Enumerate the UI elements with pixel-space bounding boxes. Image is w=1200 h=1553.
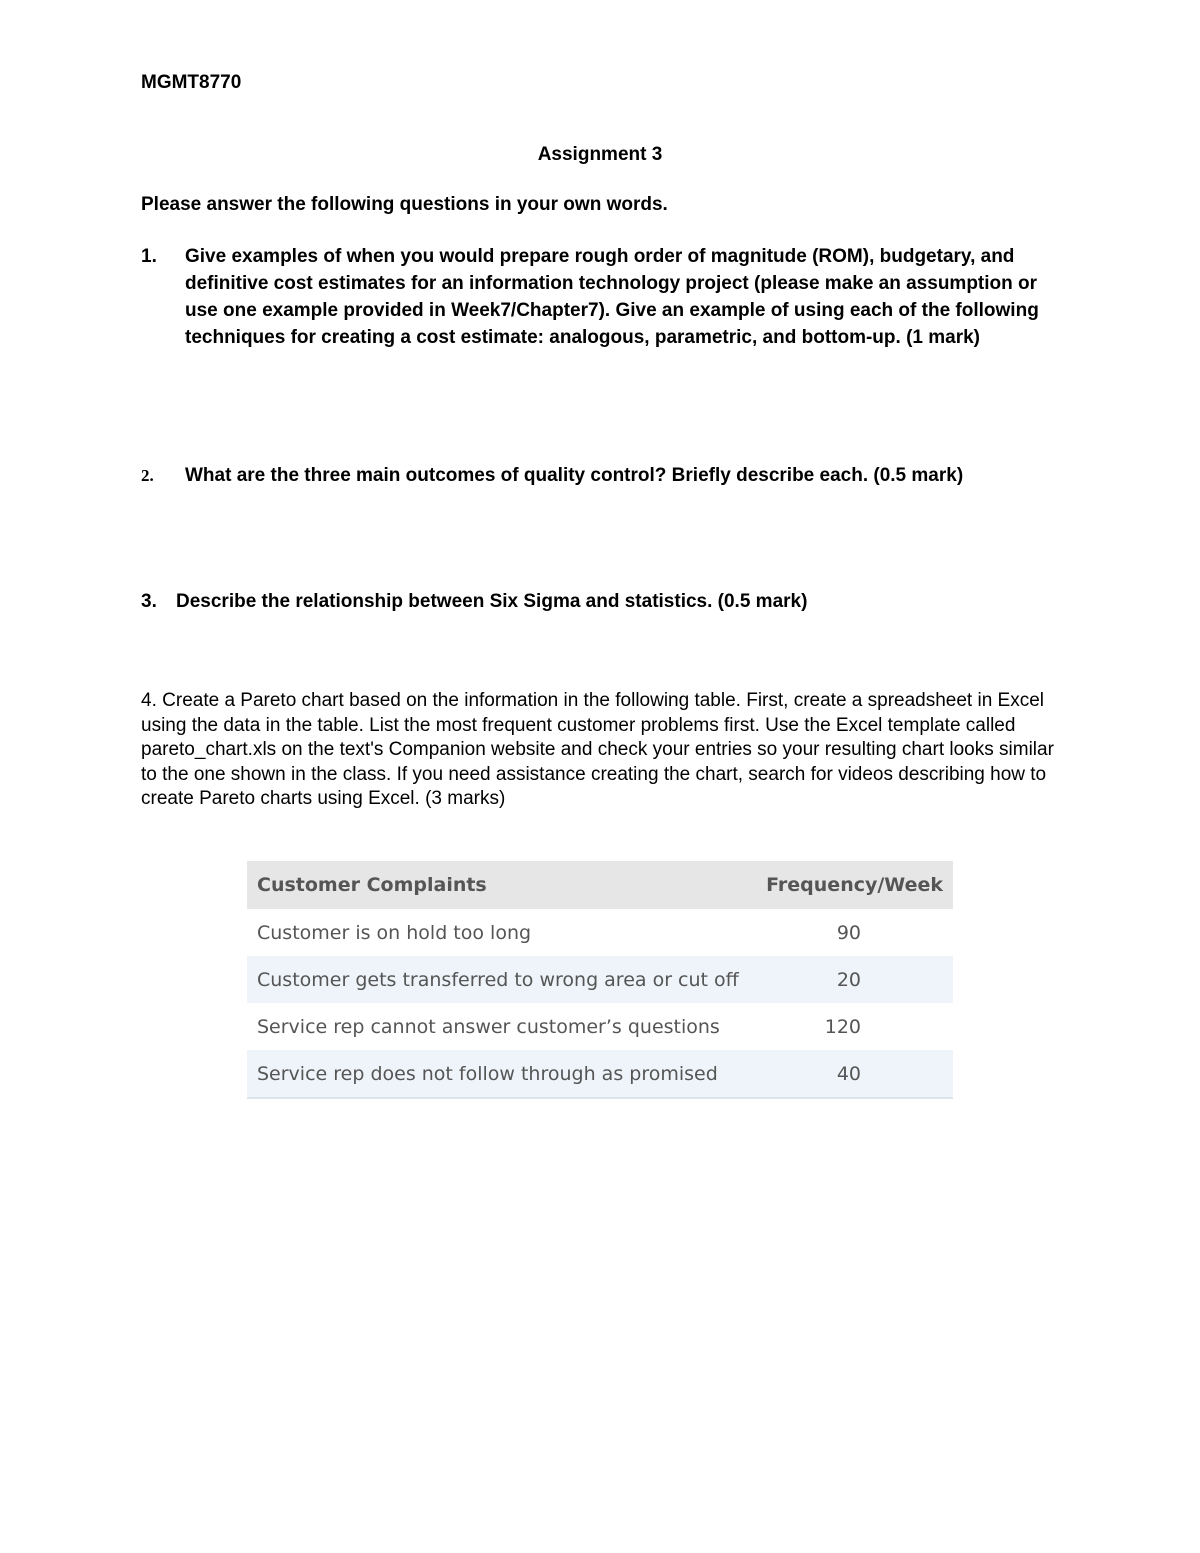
question-4 xyxy=(141,689,1066,812)
question-number: 2. xyxy=(141,466,154,485)
question-1 xyxy=(141,243,1061,351)
complaint-cell: Customer is on hold too long xyxy=(247,909,754,956)
question-text: Describe the relationship between Six Sigma and statistics. (0.5 mark) xyxy=(176,591,808,612)
frequency-cell: 40 xyxy=(754,1050,953,1098)
complaint-cell: Service rep does not follow through as promised xyxy=(247,1050,754,1098)
complaint-cell: Customer gets transferred to wrong area or cut off xyxy=(247,956,754,1003)
question-number: 4. xyxy=(141,690,157,711)
question-text: Create a Pareto chart based on the information in the following table. First, create a spreadsheet in Excel using the data in the table. List the most frequent customer problems first. Use the Excel template called pareto_chart.xls on the text's Companion website and check your entries so your resulting chart looks similar to the one shown in the class. If you need assistance creating the chart, search for videos describing how to create Pareto charts using Excel. (3 marks) xyxy=(141,690,1054,810)
table-header-row xyxy=(247,861,953,909)
column-header-frequency: Frequency/Week xyxy=(754,861,953,909)
question-2 xyxy=(141,462,1061,489)
table-row xyxy=(247,956,953,1003)
table-row xyxy=(247,1050,953,1098)
table-row xyxy=(247,909,953,956)
frequency-cell: 20 xyxy=(754,956,953,1003)
course-code: MGMT8770 xyxy=(141,72,242,93)
page-title: Assignment 3 xyxy=(537,144,663,165)
complaint-cell: Service rep cannot answer customer’s questions xyxy=(247,1003,754,1050)
column-header-complaints: Customer Complaints xyxy=(247,861,754,909)
question-number: 3. xyxy=(141,591,157,612)
frequency-cell: 120 xyxy=(754,1003,953,1050)
complaints-table xyxy=(247,861,953,1099)
question-text: What are the three main outcomes of quality control? Briefly describe each. (0.5 mark) xyxy=(185,465,964,486)
instructions: Please answer the following questions in your own words. xyxy=(141,194,668,215)
table-row xyxy=(247,1003,953,1050)
frequency-cell: 90 xyxy=(754,909,953,956)
question-3 xyxy=(141,588,1061,615)
question-number: 1. xyxy=(141,246,157,267)
question-text: Give examples of when you would prepare rough order of magnitude (ROM), budgetary, and definitive cost estimates for an information technology project (please make an assumption or use one example provided in Week7/Chapter7). Give an example of using each of the following techniques for creating a cost estimate: analogous, parametric, and bottom-up. (1 mark) xyxy=(185,246,1039,348)
